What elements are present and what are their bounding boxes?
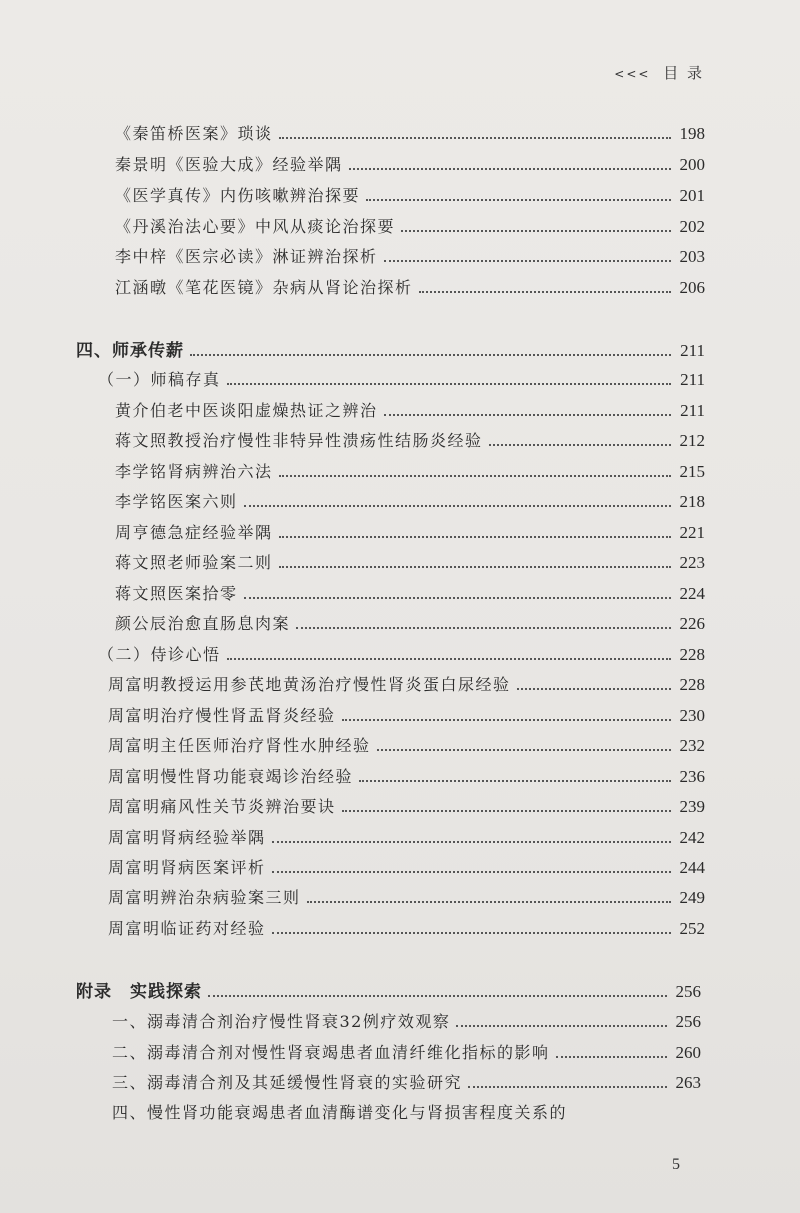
leader-dots bbox=[272, 932, 671, 934]
toc-entry-title: 二、溺毒清合剂对慢性肾衰竭患者血清纤维化指标的影响 bbox=[112, 1043, 550, 1062]
toc-entry-title: 李学铭医案六则 bbox=[115, 492, 238, 511]
toc-entry[interactable] bbox=[112, 1012, 701, 1032]
toc-entry[interactable] bbox=[108, 736, 705, 756]
toc-entry-title: 附录 实践探索 bbox=[76, 982, 202, 1002]
running-header bbox=[614, 62, 704, 83]
leader-dots bbox=[517, 688, 671, 690]
toc-entry-page: 203 bbox=[679, 247, 705, 266]
toc-entry[interactable] bbox=[115, 278, 705, 298]
leader-dots bbox=[359, 780, 671, 782]
toc-entry[interactable] bbox=[108, 888, 705, 908]
toc-entry-page: 211 bbox=[680, 401, 705, 420]
toc-entry-title: 周富明治疗慢性肾盂肾炎经验 bbox=[108, 706, 336, 725]
leader-dots bbox=[296, 627, 671, 629]
toc-entry-page: 232 bbox=[679, 736, 705, 755]
toc-entry-title: 黄介伯老中医谈阳虚燥热证之辨治 bbox=[115, 401, 378, 420]
toc-entry[interactable] bbox=[115, 186, 705, 206]
toc-entry-title: 一、溺毒清合剂治疗慢性肾衰32例疗效观察 bbox=[112, 1012, 451, 1031]
toc-entry[interactable] bbox=[115, 124, 705, 144]
toc-entry[interactable] bbox=[115, 431, 705, 451]
toc-entry-page: 211 bbox=[680, 370, 705, 389]
leader-dots bbox=[366, 199, 671, 201]
toc-entry-page: 256 bbox=[675, 1012, 701, 1031]
toc-entry-page: 200 bbox=[679, 155, 705, 174]
toc-entry[interactable] bbox=[108, 797, 705, 817]
header-title: 目 录 bbox=[663, 64, 704, 82]
toc-entry-page: 236 bbox=[679, 767, 705, 786]
leader-dots bbox=[419, 291, 671, 293]
toc-entry-title: 周富明肾病经验举隅 bbox=[108, 828, 266, 847]
toc-entry-title: 李中梓《医宗必读》淋证辨治探析 bbox=[115, 247, 378, 266]
leader-dots bbox=[349, 168, 671, 170]
leader-dots bbox=[377, 749, 671, 751]
toc-entry[interactable] bbox=[112, 1103, 701, 1123]
toc-entry-title: 《丹溪治法心要》中风从痰论治探要 bbox=[115, 217, 396, 236]
leader-dots bbox=[279, 137, 671, 139]
toc-entry[interactable] bbox=[115, 401, 705, 421]
toc-subsection-heading[interactable] bbox=[98, 370, 705, 390]
toc-entry[interactable] bbox=[108, 706, 705, 726]
toc-entry[interactable] bbox=[115, 217, 705, 237]
toc-entry-title: 蒋文照老师验案二则 bbox=[115, 553, 273, 572]
leader-dots bbox=[272, 871, 671, 873]
toc-entry-page: 244 bbox=[679, 858, 705, 877]
leader-dots bbox=[384, 260, 671, 262]
toc-entry-page: 228 bbox=[679, 645, 705, 664]
leader-dots bbox=[468, 1086, 667, 1088]
toc-entry[interactable] bbox=[108, 767, 705, 787]
leader-dots bbox=[279, 566, 671, 568]
leader-dots bbox=[342, 810, 671, 812]
leader-dots bbox=[227, 658, 671, 660]
toc-entry[interactable] bbox=[115, 247, 705, 267]
toc-entry-page: 218 bbox=[679, 492, 705, 511]
toc-entry-title: 周富明肾病医案评析 bbox=[108, 858, 266, 877]
toc-entry-title: 四、师承传薪 bbox=[76, 341, 184, 361]
toc-entry-page: 212 bbox=[679, 431, 705, 450]
leader-dots bbox=[489, 444, 671, 446]
toc-entry-page: 249 bbox=[679, 888, 705, 907]
toc-section-heading[interactable] bbox=[76, 341, 705, 361]
toc-entry-title: （一）师稿存真 bbox=[98, 370, 221, 389]
toc-entry-title: 四、慢性肾功能衰竭患者血清酶谱变化与肾损害程度关系的 bbox=[112, 1103, 568, 1122]
leader-dots bbox=[244, 597, 671, 599]
leader-dots bbox=[272, 841, 671, 843]
leader-dots bbox=[190, 354, 671, 356]
toc-entry[interactable] bbox=[115, 553, 705, 573]
toc-entry-page: 263 bbox=[675, 1073, 701, 1092]
toc-entry-title: 秦景明《医验大成》经验举隅 bbox=[115, 155, 343, 174]
leader-dots bbox=[456, 1025, 667, 1027]
toc-entry-page: 198 bbox=[679, 124, 705, 143]
toc-entry-page: 242 bbox=[679, 828, 705, 847]
leader-dots bbox=[244, 505, 671, 507]
toc-entry-page: 252 bbox=[679, 919, 705, 938]
toc-entry-title: 江涵暾《笔花医镜》杂病从肾论治探析 bbox=[115, 278, 413, 297]
toc-entry-title: 周富明主任医师治疗肾性水肿经验 bbox=[108, 736, 371, 755]
toc-entry[interactable] bbox=[112, 1043, 701, 1063]
toc-entry-page: 221 bbox=[679, 523, 705, 542]
leader-dots bbox=[556, 1056, 667, 1058]
toc-entry-page: 211 bbox=[680, 341, 705, 360]
toc-entry[interactable] bbox=[115, 492, 705, 512]
toc-entry-page: 256 bbox=[675, 982, 701, 1001]
toc-entry-title: 周富明慢性肾功能衰竭诊治经验 bbox=[108, 767, 354, 786]
toc-entry[interactable] bbox=[108, 919, 705, 939]
toc-entry-title: （二）侍诊心悟 bbox=[98, 645, 221, 664]
toc-entry-title: 李学铭肾病辨治六法 bbox=[115, 462, 273, 481]
toc-entry-page: 201 bbox=[679, 186, 705, 205]
toc-entry[interactable] bbox=[108, 858, 705, 878]
toc-entry-title: 颜公辰治愈直肠息肉案 bbox=[115, 614, 291, 633]
leader-dots bbox=[208, 995, 667, 997]
toc-entry-title: 周富明教授运用参芪地黄汤治疗慢性肾炎蛋白尿经验 bbox=[108, 675, 511, 694]
toc-entry-title: 蒋文照医案拾零 bbox=[115, 584, 238, 603]
toc-entry[interactable] bbox=[108, 675, 705, 695]
leader-dots bbox=[279, 536, 671, 538]
leader-dots bbox=[227, 383, 671, 385]
toc-entry-title: 三、溺毒清合剂及其延缓慢性肾衰的实验研究 bbox=[112, 1073, 463, 1092]
toc-entry[interactable] bbox=[108, 828, 705, 848]
leader-dots bbox=[279, 475, 671, 477]
toc-entry-page: 206 bbox=[679, 278, 705, 297]
toc-entry-title: 《医学真传》内伤咳嗽辨治探要 bbox=[115, 186, 361, 205]
leader-dots bbox=[384, 414, 671, 416]
toc-entry[interactable] bbox=[115, 614, 705, 634]
toc-entry-page: 215 bbox=[679, 462, 705, 481]
leader-dots bbox=[342, 719, 671, 721]
toc-entry-title: 《秦笛桥医案》琐谈 bbox=[115, 124, 273, 143]
toc-entry[interactable] bbox=[115, 155, 705, 175]
toc-appendix-heading[interactable] bbox=[76, 982, 701, 1002]
leader-dots bbox=[401, 230, 671, 232]
toc-entry[interactable] bbox=[115, 584, 705, 604]
page-number: 5 bbox=[672, 1156, 680, 1173]
toc-entry-page: 202 bbox=[679, 217, 705, 236]
toc-entry-page: 239 bbox=[679, 797, 705, 816]
toc-entry[interactable] bbox=[115, 523, 705, 543]
toc-entry-page: 223 bbox=[679, 553, 705, 572]
toc-entry-page: 226 bbox=[679, 614, 705, 633]
header-arrows: <<< bbox=[614, 67, 651, 81]
toc-entry-page: 260 bbox=[675, 1043, 701, 1062]
toc-entry[interactable] bbox=[115, 462, 705, 482]
toc-entry-page: 224 bbox=[679, 584, 705, 603]
toc-entry-title: 周富明痛风性关节炎辨治要诀 bbox=[108, 797, 336, 816]
toc-entry[interactable] bbox=[112, 1073, 701, 1093]
leader-dots bbox=[307, 901, 671, 903]
toc-entry-title: 周亨德急症经验举隅 bbox=[115, 523, 273, 542]
toc-entry-title: 蒋文照教授治疗慢性非特异性溃疡性结肠炎经验 bbox=[115, 431, 483, 450]
toc-entry-page: 230 bbox=[679, 706, 705, 725]
toc-entry-title: 周富明临证药对经验 bbox=[108, 919, 266, 938]
toc-entry-title: 周富明辨治杂病验案三则 bbox=[108, 888, 301, 907]
toc-entry-page: 228 bbox=[679, 675, 705, 694]
toc-subsection-heading[interactable] bbox=[98, 645, 705, 665]
